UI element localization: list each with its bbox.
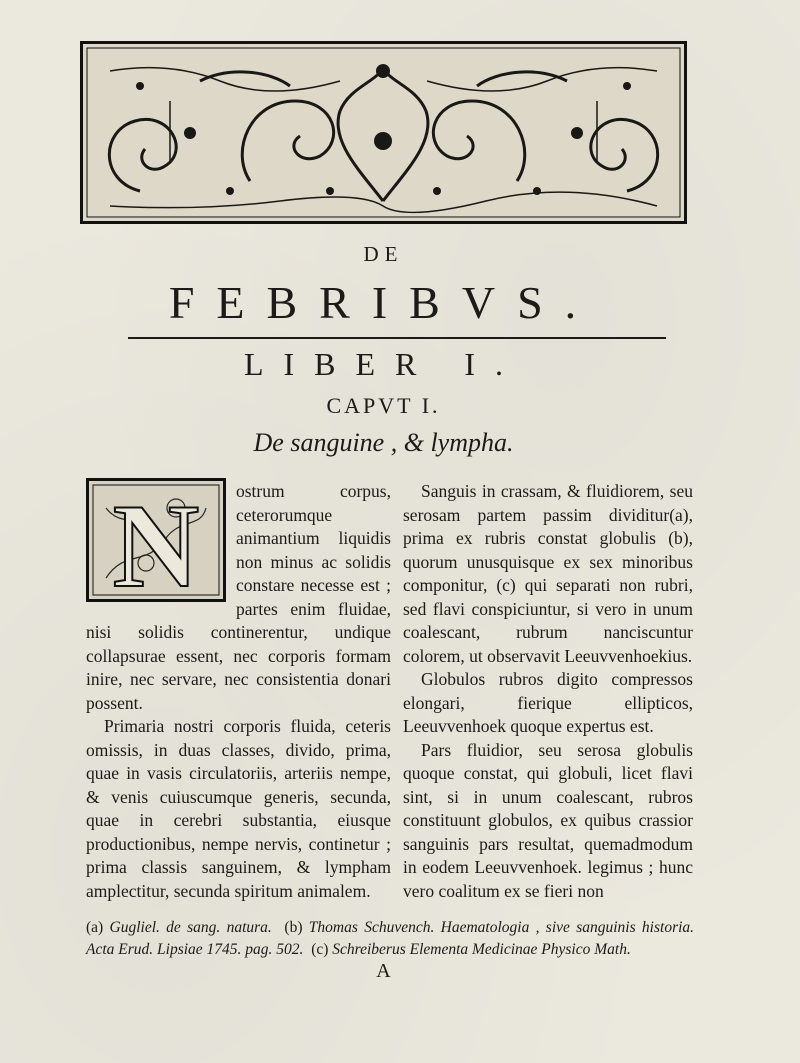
footnote-text: Schreiberus Elementa Medicinae Physico Math. (332, 941, 631, 958)
footnote-text: Gugliel. de sang. natura. (109, 919, 272, 936)
ornamental-headpiece (80, 41, 687, 224)
paragraph: Pars fluidior, seu serosa globulis quoque constat, qui globuli, licet flavi sint, si in unum coalescant, rubros constituunt globulos, ex quibus crassior sanguinis pars resultat, quemadmodum in eodem Leeuvvenhoek. legimus ; hunc vero coalitum ex se fieri non (403, 739, 693, 901)
paragraph: Globulos rubros digito compressos elongari, fierique ellipticos, Leeuvvenhoek quoque expertus est. (403, 669, 693, 736)
paragraph: Sanguis in crassam, & fluidiorem, seu serosam partem passim dividitur(a), prima ex rubris constat globulis (b), quorum unusquisque ex sex minoribus componitur, (c) qui separati non rubri, sed flavi conspiciuntur, si vero in unum coalescant, rubrum nanciscuntur colorem, ut observavit Leeuvvenhoekius. (403, 481, 693, 666)
paragraph: Primaria nostri corporis fluida, ceteris omissis, in duas classes, divido, prima, quae in vasis circulatoriis, arteriis nempe, & venis cuiuscumque generis, secunda, quae in cerebri substantia, eiusque productionibus, nempe nervis, continetur ; prima classis sanguinem, & lympham amplectitur, secunda spiritum animalem. (86, 716, 391, 901)
signature-mark: A (376, 960, 391, 982)
footnote-mark: (a) (86, 919, 104, 936)
heading-de: DE (363, 242, 404, 266)
dropcap-letter: N (112, 479, 200, 602)
footnote-mark: (b) (284, 919, 303, 936)
ornamental-initial (86, 478, 226, 602)
title-rule (128, 337, 666, 339)
book-heading: LIBER I. (243, 346, 524, 382)
footnotes (86, 917, 694, 961)
footnote-text: Thomas Schuvench. Haematologia , sive sanguinis historia. Acta Erud. Lipsiae 1745. pag. 502. (86, 919, 695, 958)
chapter-heading: CAPVT I. (326, 393, 441, 418)
right-column (403, 480, 693, 903)
left-column (86, 480, 391, 903)
page-title: FEBRIBVS. (168, 277, 599, 328)
footnote-mark: (c) (311, 941, 329, 958)
paragraph: ostrum corpus, ceterorumque animantium liquidis non minus ac solidis constare necesse est ; partes enim fluidae, nisi solidis continerentur, undique collapsurae essent, nec corporis formam inire, nec servare, nec consistentia donari possent. (86, 481, 391, 713)
chapter-subtitle: De sanguine , & lympha. (253, 428, 514, 457)
